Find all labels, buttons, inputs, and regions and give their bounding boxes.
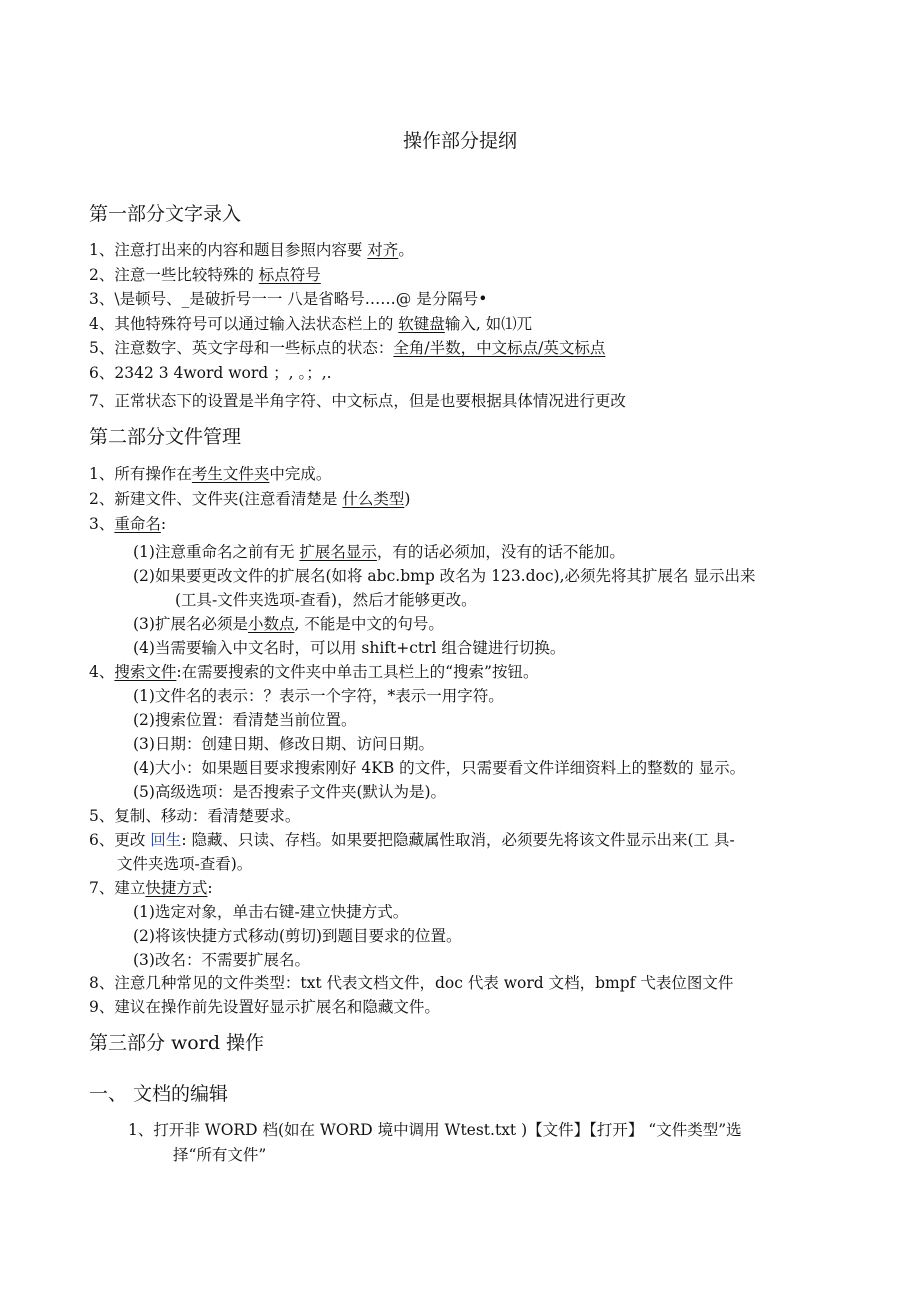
- part2-item-7-sub-3: (3)改名：不需要扩展名。: [133, 951, 310, 969]
- part2-item-3-sub-2: (2)如果要更改文件的扩展名(如将 abc.bmp 改名为 123.doc),必须先将其扩展名 显示出来: [133, 567, 756, 585]
- part3-item-1: 1、打开非 WORD 档(如在 WORD 境中调用 Wtest.txt )【文件】【打开】 “文件类型”选: [128, 1121, 742, 1139]
- part2-item-3: 3、重命名:: [89, 515, 167, 533]
- part1-item-3: 3、\是顿号、_是破折号一一 八是省略号……@ 是分隔号•: [89, 290, 488, 308]
- part3-subheading: 一、 文档的编辑: [89, 1083, 229, 1105]
- part2-item-4: 4、搜索文件:在需要搜索的文件夹中单击工具栏上的“搜索”按钮。: [89, 663, 539, 681]
- part3-heading: 第三部分 word 操作: [89, 1032, 265, 1054]
- part1-item-5: 5、注意数字、英文字母和一些标点的状态：全角/半数，中文标点/英文标点: [89, 339, 606, 357]
- part2-item-3-sub-4: (4)当需要输入中文名时，可以用 shift+ctrl 组合键进行切换。: [133, 639, 566, 657]
- part2-item-4-sub-1: (1)文件名的表示：？表示一个字符，*表示一用字符。: [133, 687, 504, 705]
- part2-item-3-sub-2-cont: (工具-文件夹选项-查看)，然后才能够更改。: [175, 591, 477, 609]
- part2-item-4-sub-5: (5)高级选项：是否搜索子文件夹(默认为是)。: [133, 783, 447, 801]
- part2-item-4-sub-3: (3)日期：创建日期、修改日期、访问日期。: [133, 735, 434, 753]
- part2-item-7-sub-1: (1)选定对象，单击右键-建立快捷方式。: [133, 903, 409, 921]
- part1-heading: 第一部分文字录入: [89, 203, 242, 225]
- part2-item-9: 9、建议在操作前先设置好显示扩展名和隐藏文件。: [89, 998, 440, 1016]
- part2-item-7: 7、建立快捷方式:: [89, 879, 213, 897]
- part1-item-6: 6、2342 3 4word word ；, 。；,.: [89, 364, 332, 382]
- part2-item-5: 5、复制、移动：看清楚要求。: [89, 807, 301, 825]
- part2-item-6-cont: 文件夹选项-查看)。: [117, 855, 253, 873]
- part2-item-7-sub-2: (2)将该快捷方式移动(剪切)到题目要求的位置。: [133, 927, 462, 945]
- part1-item-1: 1、注意打出来的内容和题目参照内容要 对齐。: [89, 241, 414, 259]
- part2-heading: 第二部分文件管理: [89, 426, 242, 448]
- part2-item-3-sub-1: (1)注意重命名之前有无 扩展名显示，有的话必须加，没有的话不能加。: [133, 543, 625, 561]
- part1-item-7: 7、正常状态下的设置是半角字符、中文标点，但是也要根据具体情况进行更改: [89, 392, 626, 410]
- part1-item-2: 2、注意一些比较特殊的 标点符号: [89, 266, 321, 284]
- part2-item-8: 8、注意几种常见的文件类型：txt 代表文档文件，doc 代表 word 文档，bmpf 弋表位图文件: [89, 974, 734, 992]
- part1-item-4: 4、其他特殊符号可以通过输入法状态栏上的 软键盘输入, 如⑴兀: [89, 315, 533, 333]
- part2-item-6: 6、更改 回生: 隐藏、只读、存档。如果要把隐藏属性取消，必须要先将该文件显示出来(工 具-: [89, 831, 735, 849]
- part3-item-1-cont: 择“所有文件”: [173, 1146, 267, 1164]
- part2-item-2: 2、新建文件、文件夹(注意看清楚是 什么类型): [89, 490, 411, 508]
- part2-item-3-sub-3: (3)扩展名必须是小数点, 不能是中文的句号。: [133, 615, 444, 633]
- page-title: 操作部分提纲: [402, 130, 517, 152]
- part2-item-4-sub-4: (4)大小：如果题目要求搜索刚好 4KB 的文件，只需要看文件详细资料上的整数的 显示。: [133, 759, 746, 777]
- part2-item-1: 1、所有操作在考生文件夹中完成。: [89, 465, 332, 483]
- part2-item-4-sub-2: (2)搜索位置：看清楚当前位置。: [133, 711, 357, 729]
